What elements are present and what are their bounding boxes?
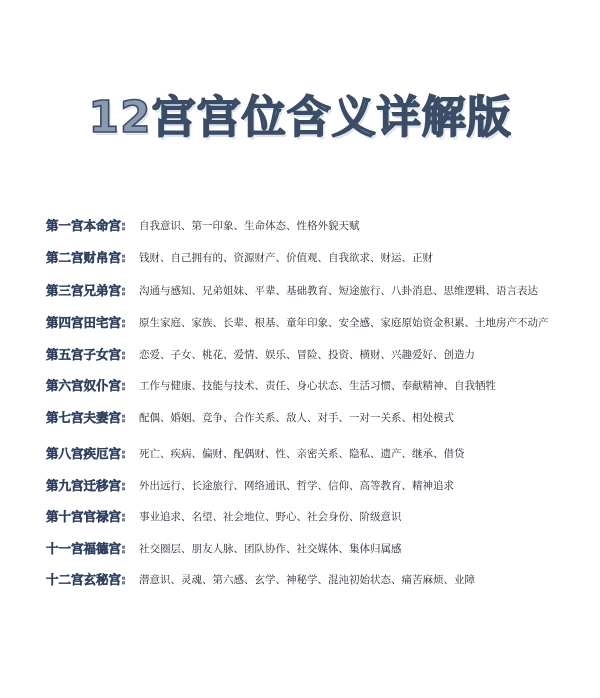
house-label: 第二宫财帛宫:	[46, 250, 126, 265]
house-description: 工作与健康、技能与技术、责任、身心状态、生活习惯、奉献精神、自我牺牲	[139, 380, 496, 392]
list-item	[0, 444, 600, 464]
house-label: 第八宫疾厄宫:	[46, 446, 126, 461]
house-description: 自我意识、第一印象、生命体态、性格外貌天赋	[139, 220, 360, 232]
house-description: 社交圈层、朋友人脉、团队协作、社交媒体、集体归属感	[139, 543, 402, 555]
list-item	[0, 539, 600, 559]
house-label: 第九宫迁移宫:	[46, 478, 126, 493]
list-item	[0, 408, 600, 428]
list-item	[0, 313, 600, 333]
house-label: 第三宫兄弟宫:	[46, 283, 126, 298]
list-item	[0, 507, 600, 527]
house-label: 第十宫官禄宫:	[46, 509, 126, 524]
house-label: 第七宫夫妻宫:	[46, 410, 126, 425]
house-description: 外出远行、长途旅行、网络通讯、哲学、信仰、高等教育、精神追求	[139, 480, 454, 492]
list-item	[0, 476, 600, 496]
house-description: 恋爱、子女、桃花、爱情、娱乐、冒险、投资、横财、兴趣爱好、创造力	[139, 349, 475, 361]
list-item	[0, 376, 600, 396]
house-label: 第六宫奴仆宫:	[46, 378, 126, 393]
house-label: 十一宫福德宫:	[46, 541, 126, 556]
house-label: 第四宫田宅宫:	[46, 315, 126, 330]
house-description: 潜意识、灵魂、第六感、玄学、神秘学、混沌初始状态、痛苦麻烦、业障	[139, 574, 475, 586]
house-description: 配偶、婚姻、竞争、合作关系、敌人、对手、一对一关系、相处模式	[139, 412, 454, 424]
house-description: 事业追求、名望、社会地位、野心、社会身份、阶级意识	[139, 511, 402, 523]
house-label: 第一宫本命宫:	[46, 218, 126, 233]
list-item	[0, 216, 600, 236]
house-label: 第五宫子女宫:	[46, 347, 126, 362]
list-item	[0, 345, 600, 365]
house-label: 十二宫玄秘宫:	[46, 572, 126, 587]
list-item	[0, 281, 600, 301]
house-description: 沟通与感知、兄弟姐妹、平辈、基础教育、短途旅行、八卦消息、思维逻辑、语言表达	[139, 285, 538, 297]
house-description: 原生家庭、家族、长辈、根基、童年印象、安全感、家庭原始资金积累、土地房产不动产	[139, 317, 549, 329]
list-item	[0, 570, 600, 590]
page-title: 12宫宫位含义详解版	[88, 92, 512, 143]
list-item	[0, 248, 600, 268]
house-description: 死亡、疾病、偏财、配偶财、性、亲密关系、隐私、遗产、继承、借贷	[139, 448, 465, 460]
house-description: 钱财、自己拥有的、资源财产、价值观、自我欲求、财运、正财	[139, 252, 433, 264]
